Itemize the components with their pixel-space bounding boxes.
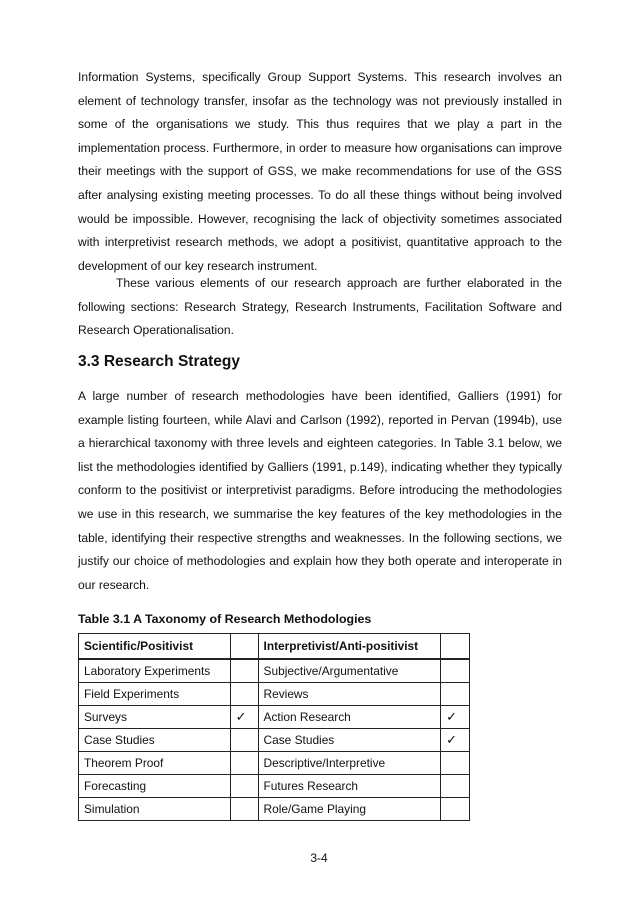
check-interpretivist [441, 706, 470, 729]
method-interpretivist: Descriptive/Interpretive [258, 752, 441, 775]
table-caption: Table 3.1 A Taxonomy of Research Methodologies [78, 612, 372, 626]
check-positivist [230, 729, 258, 752]
check-positivist [230, 752, 258, 775]
table-body [79, 659, 470, 821]
header-interpretivist: Interpretivist/Anti-positivist [258, 634, 441, 660]
method-interpretivist: Case Studies [258, 729, 441, 752]
method-positivist: Theorem Proof [79, 752, 231, 775]
method-positivist: Field Experiments [79, 683, 231, 706]
method-interpretivist: Action Research [258, 706, 441, 729]
check-positivist [230, 659, 258, 683]
method-positivist: Simulation [79, 798, 231, 821]
check-positivist [230, 798, 258, 821]
checkmark-icon: ✓ [446, 709, 458, 724]
page-number: 3-4 [310, 851, 328, 865]
check-interpretivist [441, 752, 470, 775]
body-paragraph-1: Information Systems, specifically Group Support Systems. This research involves an element of technology transfer, insofar as the technology was not previously installed in some of the organisations we study. This thus requires that we play a part in the implementation process. Furthermore, in order to measure how organisations can improve their meetings with the support of GSS, we make recommendations for use of the GSS after analysing existing meeting processes. To do all these things without being involved would be impossible. However, recognising the lack of objectivity sometimes associated with interpretivist research methods, we adopt a positivist, quantitative approach to the development of our key research instrument. [78, 70, 562, 273]
method-interpretivist: Reviews [258, 683, 441, 706]
method-interpretivist: Subjective/Argumentative [258, 659, 441, 683]
table-row [79, 706, 470, 729]
checkmark-icon: ✓ [235, 709, 247, 724]
method-interpretivist: Role/Game Playing [258, 798, 441, 821]
section-heading: 3.3 Research Strategy [78, 353, 240, 370]
check-positivist [230, 775, 258, 798]
check-interpretivist [441, 775, 470, 798]
table-row [79, 729, 470, 752]
checkmark-icon: ✓ [446, 732, 458, 747]
check-interpretivist [441, 683, 470, 706]
method-positivist: Case Studies [79, 729, 231, 752]
table-row [79, 752, 470, 775]
method-interpretivist: Futures Research [258, 775, 441, 798]
check-interpretivist [441, 729, 470, 752]
method-positivist: Forecasting [79, 775, 231, 798]
method-positivist: Laboratory Experiments [79, 659, 231, 683]
check-positivist [230, 683, 258, 706]
header-positivist: Scientific/Positivist [79, 634, 231, 660]
check-positivist [230, 706, 258, 729]
check-interpretivist [441, 798, 470, 821]
table-row [79, 683, 470, 706]
header-interpretivist-check [441, 634, 470, 660]
body-paragraph-3: A large number of research methodologies have been identified, Galliers (1991) for example listing fourteen, while Alavi and Carlson (1992), reported in Pervan (1994b), use a hierarchical taxonomy with three levels and eighteen categories. In Table 3.1 below, we list the methodologies identified by Galliers (1991, p.149), indicating whether they typically conform to the positivist or interpretivist paradigms. Before introducing the methodologies we use in this research, we summarise the key features of the key methodologies in the table, identifying their respective strengths and weaknesses. In the following sections, we justify our choice of methodologies and explain how they both operate and interoperate in our research. [78, 389, 562, 592]
check-interpretivist [441, 659, 470, 683]
table-row [79, 775, 470, 798]
body-paragraph-2: These various elements of our research approach are further elaborated in the following sections: Research Strategy, Research Instruments, Facilitation Software and Research Operationalisation. [78, 276, 562, 338]
table-row [79, 659, 470, 683]
table-row [79, 798, 470, 821]
header-positivist-check [230, 634, 258, 660]
methodology-table [78, 633, 470, 821]
table-header-row [79, 634, 470, 660]
method-positivist: Surveys [79, 706, 231, 729]
